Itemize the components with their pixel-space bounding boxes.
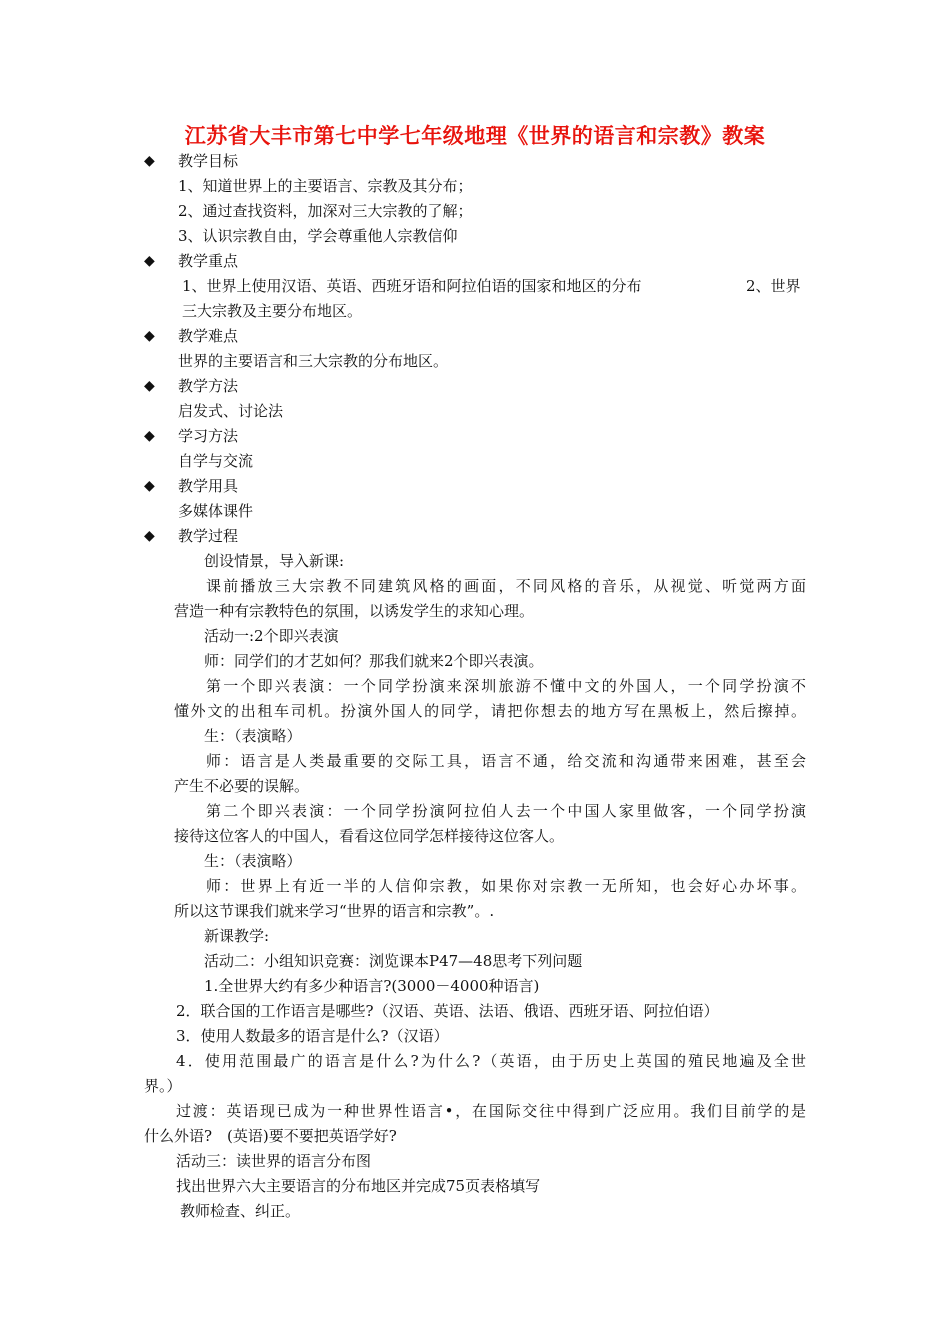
process-line: 找出世界六大主要语言的分布地区并完成75页表格填写 (176, 1177, 541, 1195)
section-heading-goals: 教学目标 (178, 152, 239, 170)
process-line: 1.全世界大约有多少种语言?(3000－4000种语言) (204, 977, 540, 995)
bullet-icon: ◆ (144, 253, 155, 269)
goal-item: 1、知道世界上的主要语言、宗教及其分布； (178, 177, 473, 195)
process-line: 第一个即兴表演：一个同学扮演来深圳旅游不懂中文的外国人，一个同学扮演不 (206, 677, 806, 695)
process-line: 师：世界上有近一半的人信仰宗教，如果你对宗教一无所知，也会好心办坏事。 (206, 877, 806, 895)
bullet-icon: ◆ (144, 478, 155, 494)
process-line: 3．使用人数最多的语言是什么?（汉语） (176, 1027, 449, 1045)
goal-item: 3、认识宗教自由，学会尊重他人宗教信仰 (178, 227, 458, 245)
process-line: 生：（表演略） (204, 852, 302, 870)
process-line: 产生不必要的误解。 (174, 777, 310, 795)
bullet-icon: ◆ (144, 328, 155, 344)
process-line: 4．使用范围最广的语言是什么?为什么?（英语，由于历史上英国的殖民地遍及全世 (176, 1052, 806, 1070)
process-line: 营造一种有宗教特色的氛围，以诱发学生的求知心理。 (174, 602, 535, 620)
process-line: 活动二：小组知识竞赛：浏览课本P47—48思考下列问题 (204, 952, 583, 970)
process-line: 过渡：英语现已成为一种世界性语言•，在国际交往中得到广泛应用。我们目前学的是 (176, 1102, 806, 1120)
process-line: 课前播放三大宗教不同建筑风格的画面，不同风格的音乐，从视觉、听觉两方面 (206, 577, 806, 595)
process-line: 接待这位客人的中国人，看看这位同学怎样接待这位客人。 (174, 827, 565, 845)
focus-item: 三大宗教及主要分布地区。 (182, 302, 363, 320)
tools-text: 多媒体课件 (178, 502, 254, 520)
process-line: 什么外语? (英语)要不要把英语学好? (144, 1127, 397, 1145)
bullet-icon: ◆ (144, 428, 155, 444)
process-line: 创设情景，导入新课: (204, 552, 345, 570)
section-heading-difficulty: 教学难点 (178, 327, 239, 345)
study-text: 自学与交流 (178, 452, 254, 470)
section-heading-focus: 教学重点 (178, 252, 239, 270)
bullet-icon: ◆ (144, 153, 155, 169)
process-line: 2．联合国的工作语言是哪些?（汉语、英语、法语、俄语、西班牙语、阿拉伯语） (176, 1002, 719, 1020)
process-line: 活动三：读世界的语言分布图 (176, 1152, 372, 1170)
process-line: 生：（表演略） (204, 727, 302, 745)
section-heading-study: 学习方法 (178, 427, 239, 445)
section-heading-process: 教学过程 (178, 527, 239, 545)
process-line: 师：同学们的才艺如何？那我们就来2个即兴表演。 (204, 652, 544, 670)
section-heading-tools: 教学用具 (178, 477, 239, 495)
process-line: 界。） (144, 1077, 182, 1095)
method-text: 启发式、讨论法 (178, 402, 284, 420)
goal-item: 2、通过查找资料，加深对三大宗教的了解； (178, 202, 473, 220)
process-line: 新课教学: (204, 927, 270, 945)
process-line: 所以这节课我们就来学习“世界的语言和宗教”。. (174, 902, 495, 920)
process-line: 第二个即兴表演：一个同学扮演阿拉伯人去一个中国人家里做客，一个同学扮演 (206, 802, 806, 820)
focus-item: 1、世界上使用汉语、英语、西班牙语和阿拉伯语的国家和地区的分布 (182, 277, 642, 295)
bullet-icon: ◆ (144, 378, 155, 394)
process-line: 懂外文的出租车司机。扮演外国人的同学，请把你想去的地方写在黑板上，然后擦掉。 (174, 702, 806, 720)
section-heading-method: 教学方法 (178, 377, 239, 395)
difficulty-text: 世界的主要语言和三大宗教的分布地区。 (178, 352, 449, 370)
process-line: 师：语言是人类最重要的交际工具，语言不通，给交流和沟通带来困难，甚至会 (206, 752, 806, 770)
process-line: 活动一:2个即兴表演 (204, 627, 339, 645)
document-title: 江苏省大丰市第七中学七年级地理《世界的语言和宗教》教案 (184, 124, 766, 148)
process-line: 教师检查、纠正。 (180, 1202, 301, 1220)
focus-item: 2、世界 (746, 277, 801, 295)
bullet-icon: ◆ (144, 528, 155, 544)
